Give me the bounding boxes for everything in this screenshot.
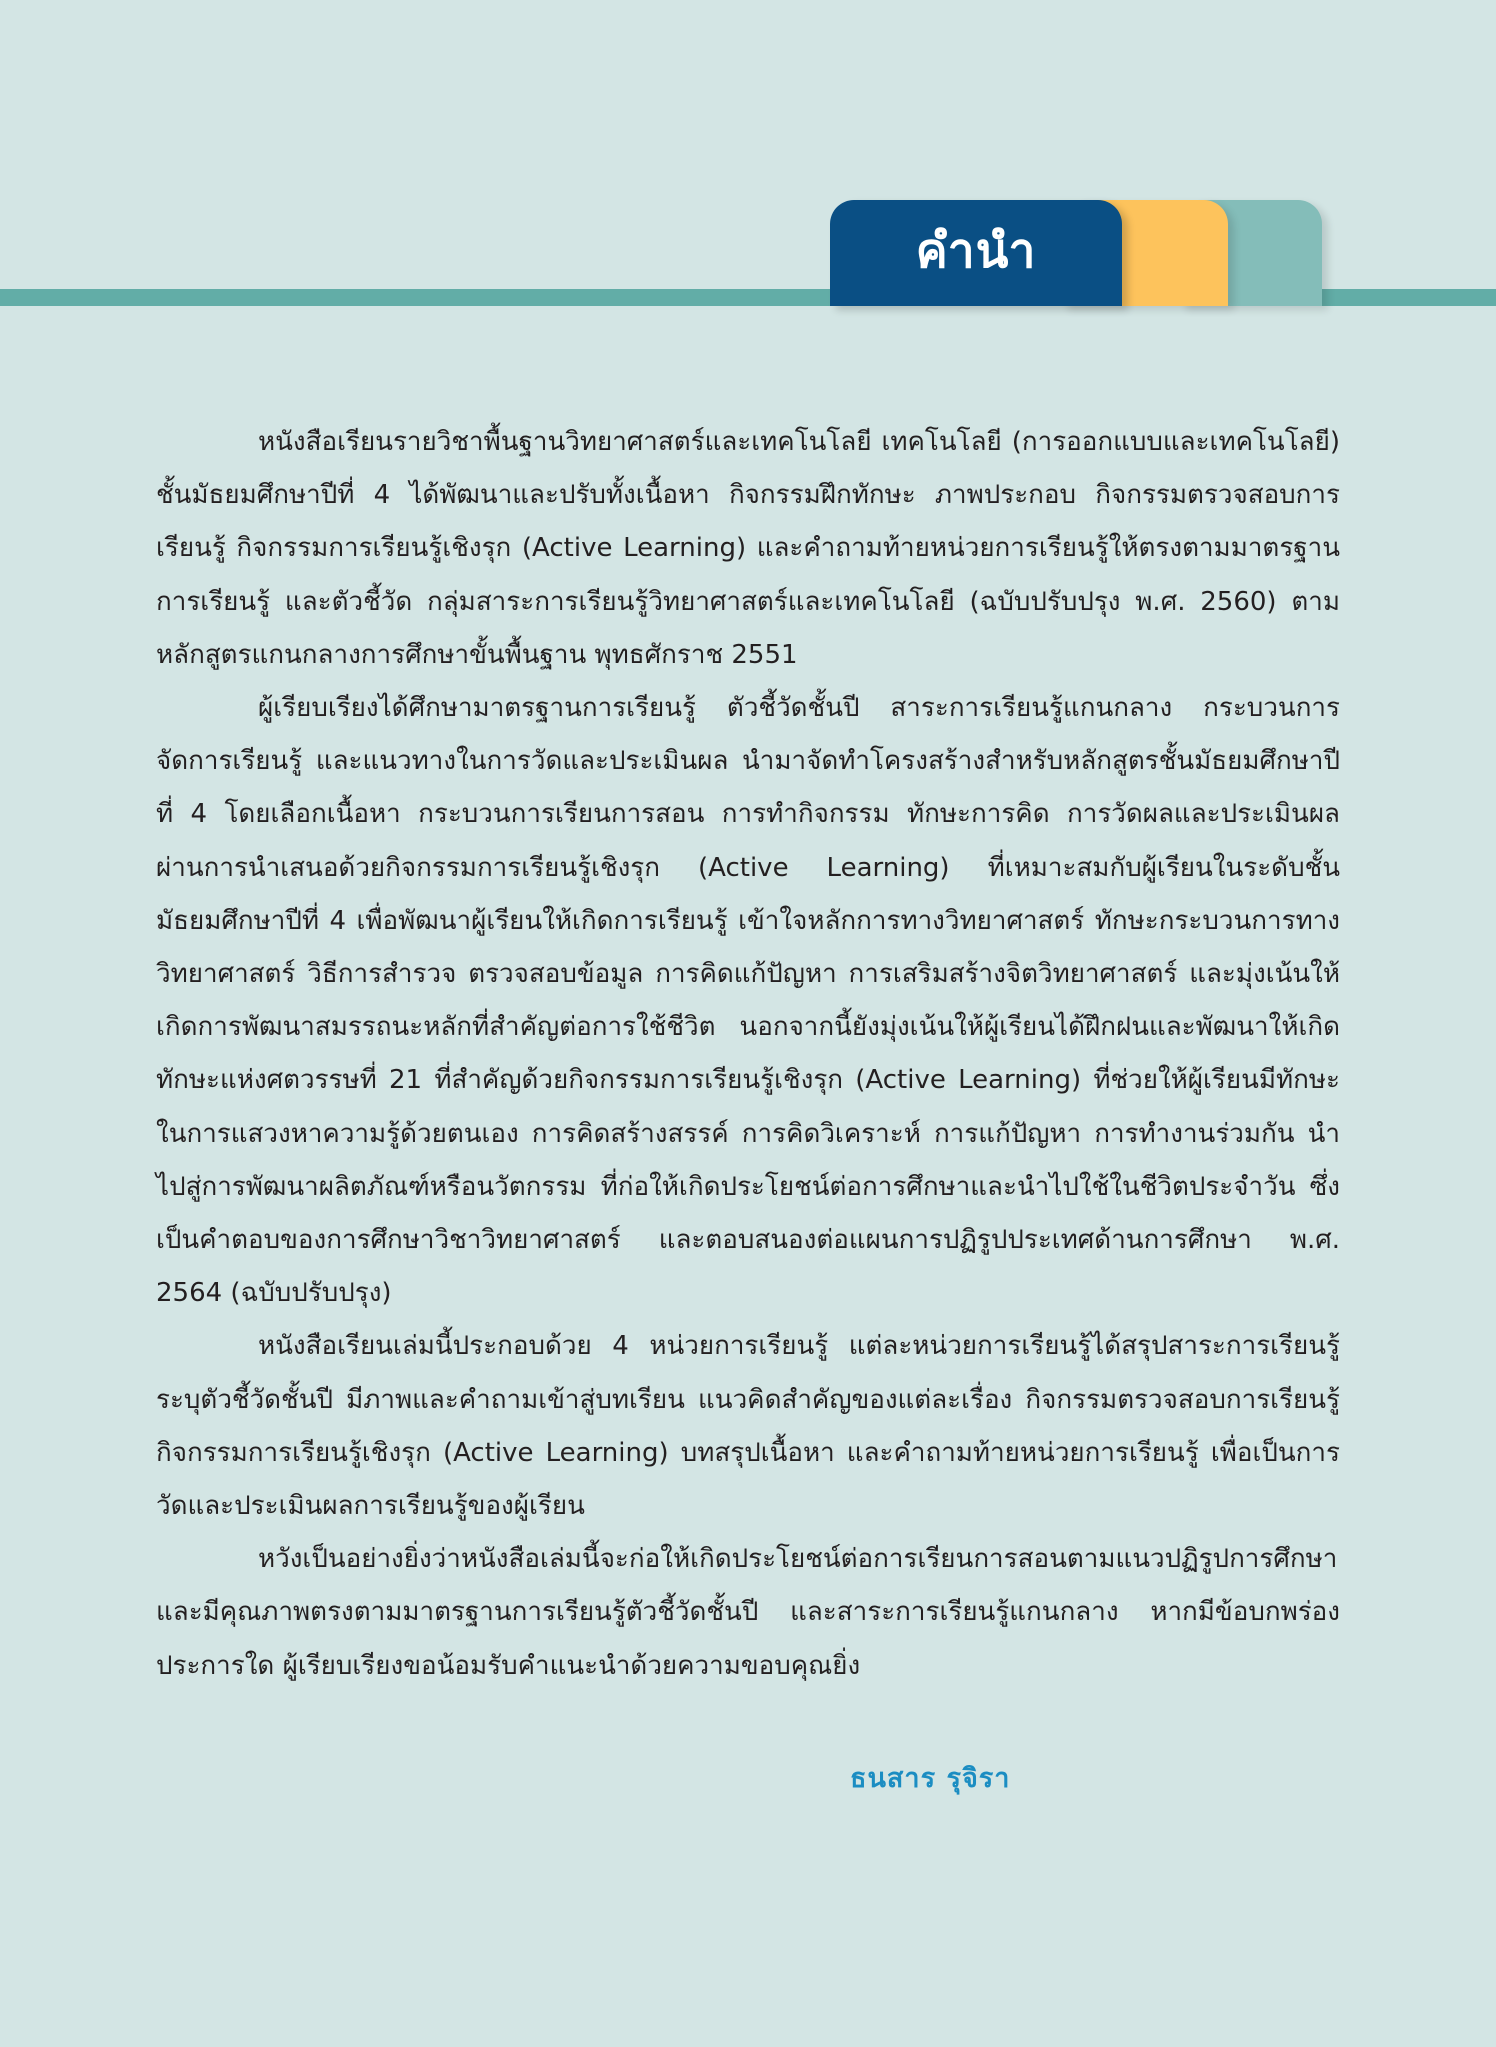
author-signature: ธนสาร รุจิรา: [850, 1763, 1011, 1794]
paragraph-2: ผู้เรียบเรียงได้ศึกษามาตรฐานการเรียนรู้ ตัวชี้วัดชั้นปี สาระการเรียนรู้แกนกลาง กระบวนการจัดการเรียนรู้ และแนวทางในการวัดและประเมินผล นำมาจัดทำโครงสร้างสำหรับหลักสูตรชั้นมัธยมศึกษาปีที่ 4 โดยเลือกเนื้อหา กระบวนการเรียนการสอน การทำกิจกรรม ทักษะการคิด การวัดผลและประเมินผล ผ่านการนำเสนอด้วยกิจกรรมการเรียนรู้เชิงรุก (Active Learning) ที่เหมาะสมกับผู้เรียนในระดับชั้นมัธยมศึกษาปีที่ 4 เพื่อพัฒนาผู้เรียนให้เกิดการเรียนรู้ เข้าใจหลักการทางวิทยาศาสตร์ ทักษะกระบวนการทางวิทยาศาสตร์ วิธีการสำรวจ ตรวจสอบข้อมูล การคิดแก้ปัญหา การเสริมสร้างจิตวิทยาศาสตร์ และมุ่งเน้นให้เกิดการพัฒนาสมรรถนะหลักที่สำคัญต่อการใช้ชีวิต นอกจากนี้ยังมุ่งเน้นให้ผู้เรียนได้ฝึกฝนและพัฒนาให้เกิดทักษะแห่งศตวรรษที่ 21 ที่สำคัญด้วยกิจกรรมการเรียนรู้เชิงรุก (Active Learning) ที่ช่วยให้ผู้เรียนมีทักษะในการแสวงหาความรู้ด้วยตนเอง การคิดสร้างสรรค์ การคิดวิเคราะห์ การแก้ปัญหา การทำงานร่วมกัน นำไปสู่การพัฒนาผลิตภัณฑ์หรือนวัตกรรม ที่ก่อให้เกิดประโยชน์ต่อการศึกษาและนำไปใช้ในชีวิตประจำวัน ซึ่งเป็นคำตอบของการศึกษาวิชาวิทยาศาสตร์ และตอบสนองต่อแผนการปฏิรูปประเทศด้านการศึกษา พ.ศ. 2564 (ฉบับปรับปรุง): [156, 693, 1340, 1309]
preface-body: [156, 416, 1340, 1693]
paragraph-1: หนังสือเรียนรายวิชาพื้นฐานวิทยาศาสตร์และเทคโนโลยี เทคโนโลยี (การออกแบบและเทคโนโลยี) ชั้นมัธยมศึกษาปีที่ 4 ได้พัฒนาและปรับทั้งเนื้อหา กิจกรรมฝึกทักษะ ภาพประกอบ กิจกรรมตรวจสอบการเรียนรู้ กิจกรรมการเรียนรู้เชิงรุก (Active Learning) และคำถามท้ายหน่วยการเรียนรู้ให้ตรงตามมาตรฐานการเรียนรู้ และตัวชี้วัด กลุ่มสาระการเรียนรู้วิทยาศาสตร์และเทคโนโลยี (ฉบับปรับปรุง พ.ศ. 2560) ตามหลักสูตรแกนกลางการศึกษาขั้นพื้นฐาน พุทธศักราช 2551: [156, 427, 1340, 670]
page-title: คำนำ: [915, 223, 1037, 279]
paragraph-3: หนังสือเรียนเล่มนี้ประกอบด้วย 4 หน่วยการเรียนรู้ แต่ละหน่วยการเรียนรู้ได้สรุปสาระการเรียนรู้ ระบุตัวชี้วัดชั้นปี มีภาพและคำถามเข้าสู่บทเรียน แนวคิดสำคัญของแต่ละเรื่อง กิจกรรมตรวจสอบการเรียนรู้ กิจกรรมการเรียนรู้เชิงรุก (Active Learning) บทสรุปเนื้อหา และคำถามท้ายหน่วยการเรียนรู้ เพื่อเป็นการวัดและประเมินผลการเรียนรู้ของผู้เรียน: [156, 1331, 1340, 1522]
paragraph-4: หวังเป็นอย่างยิ่งว่าหนังสือเล่มนี้จะก่อให้เกิดประโยชน์ต่อการเรียนการสอนตามแนวปฏิรูปการศึกษาและมีคุณภาพตรงตามมาตรฐานการเรียนรู้ตัวชี้วัดชั้นปี และสาระการเรียนรู้แกนกลาง หากมีข้อบกพร่องประการใด ผู้เรียบเรียงขอน้อมรับคำแนะนำด้วยความขอบคุณยิ่ง: [156, 1544, 1340, 1681]
header-tab-title: [830, 200, 1122, 306]
